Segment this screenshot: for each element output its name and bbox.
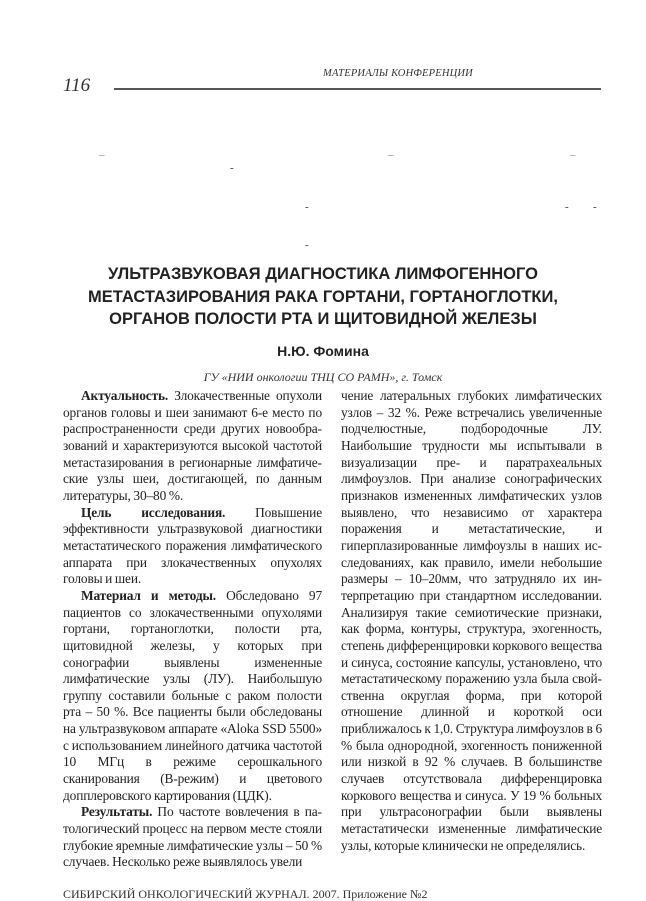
section-results — [63, 804, 322, 871]
stray-mark: - — [305, 201, 309, 213]
section-methods — [63, 588, 322, 805]
section-text: По частоте вовлечения в патологический процесс на первом месте стояли глубокие яремные лимфатические узлы – 50 % случаев. Несколько реже выявлялось увели — [63, 804, 322, 870]
section-relevance — [63, 388, 322, 505]
article-body — [63, 388, 602, 901]
stray-mark: – — [388, 149, 394, 161]
stray-mark: - — [305, 239, 309, 251]
title-line: УЛЬТРАЗВУКОВАЯ ДИАГНОСТИКА ЛИМФОГЕННОГО — [108, 265, 538, 283]
section-heading: Актуальность. — [81, 388, 169, 403]
title-line: МЕТАСТАЗИРОВАНИЯ РАКА ГОРТАНИ, ГОРТАНОГЛОТКИ, — [88, 287, 558, 306]
affiliation: ГУ «НИИ онкологии ТНЦ СО РАМН», г. Томск — [203, 370, 443, 384]
title-line: ОРГАНОВ ПОЛОСТИ РТА И ЩИТОВИДНОЙ ЖЕЛЕЗЫ — [109, 310, 537, 328]
stray-mark: - — [230, 162, 234, 174]
article-title — [0, 263, 646, 331]
right-column — [341, 388, 602, 854]
section-text: Обследовано 97 пациентов со злокачественными опухолями гортани, гортаноглотки, полости рта, щитовидной железы, у которых при сонографии выявлены измененные лимфатические узлы (ЛУ). Наибольшую группу составили больные с раком полости рта – 50 %. Все пациенты были обследованы на ультразвуковом аппарате «Aloka SSD 5500» с использованием линейного датчика частотой 10 МГц в режиме серошкального сканирования (В-режим) и цветового допплеровского картирования (ЦДК). — [63, 587, 323, 803]
section-aim — [63, 505, 322, 588]
stray-mark: – — [99, 149, 105, 161]
author: Н.Ю. Фомина — [277, 343, 369, 359]
page-number: 116 — [63, 75, 91, 96]
header-rule — [114, 88, 601, 90]
section-text: Повышение эффективности ультразвуковой диагностики метастатического поражения лимфатического аппарата при злокачественных опухолях головы и шеи. — [63, 504, 322, 587]
left-column — [63, 388, 322, 871]
stray-mark: – — [570, 149, 576, 161]
stray-mark: - — [593, 201, 597, 213]
results-continuation: чение латеральных глубоких лимфатических узлов – 32 %. Реже встречались увеличенные подчелюстные, подбородочные ЛУ. Наибольшие трудности мы испытывали в визуализации пре- и паратрахеальных лимфоузлов. При анализе сонографических признаков измененных лимфатических узлов выявлено, что независимо от характера поражения и метастатические, и гиперплазированные лимфоузлы в наших исследованиях, как правило, имели небольшие размеры – 10–20мм, что затрудняло их интерпретацию при стандартном исследовании. Анализируя такие семиотические признаки, как форма, контуры, структура, эхогенность, степень дифференцировки коркового вещества и синуса, состояние капсулы, установлено, что метастатическому поражению узла была свойственна округлая форма, при которой отношение длинной и короткой оси приближалось к 1,0. Структура лимфоузлов в 6 % была однородной, эхогенность пониженной или низкой в 92 % случаев. В большинстве случаев отсутствовала дифференцировка коркового вещества и синуса. У 19 % больных при ультрасонографии были выявлены метастатически измененные лимфатические узлы, которые клинически не определялись. — [341, 388, 602, 853]
running-header: МАТЕРИАЛЫ КОНФЕРЕНЦИИ — [323, 68, 473, 79]
section-text: Злокачественные опухоли органов головы и шеи занимают 6-е место по распространенности среди других новообразований и характеризуются высокой частотой метастазирования в регионарные лимфатические узлы шеи, достигающей, по данным литературы, 30–80 %. — [63, 388, 322, 503]
journal-footer: СИБИРСКИЙ ОНКОЛОГИЧЕСКИЙ ЖУРНАЛ. 2007. Приложение №2 — [63, 887, 428, 901]
section-heading: Цель исследования. — [81, 504, 226, 520]
section-heading: Результаты. — [81, 804, 153, 820]
columns — [63, 388, 602, 871]
section-heading: Материал и методы. — [81, 587, 216, 603]
stray-mark: - — [565, 201, 569, 213]
